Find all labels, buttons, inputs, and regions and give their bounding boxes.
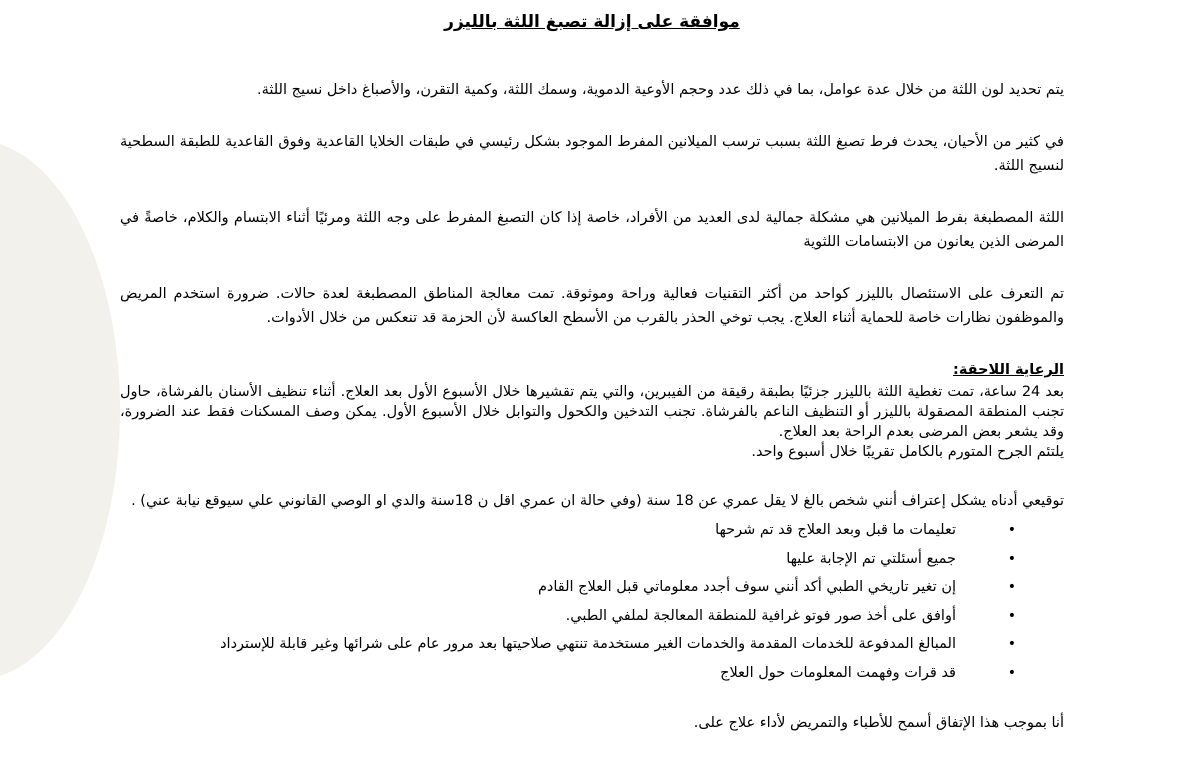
paragraph-hyperpigmentation-cause: في كثير من الأحيان، يحدث فرط تصبغ اللثة بسبب ترسب الميلانين المفرط الموجود بشكل رئيسي في طبقات الخلايا القاعدية وفوق القاعدية للطبقة السطحية لنسيج اللثة. (120, 134, 1064, 174)
list-item: • المبالغ المدفوعة للخدمات المقدمة والخدمات الغير مستخدمة تنتهي صلاحيتها بعد مرور عام على شرائها وغير قابلة للإسترداد (120, 630, 1016, 659)
list-item: • قد قرات وفهمت المعلومات حول العلاج (120, 659, 1016, 688)
aftercare-text: بعد 24 ساعة، تمت تغطية اللثة بالليزر جزئيًا بطبقة رقيقة من الفيبرين، والتي يتم تقشيرها خلال الأسبوع الأول بعد العلاج. أثناء تنظيف الأسنان بالفرشاة، حاول تجنب المنطقة المصقولة بالليزر أو التنظيف الناعم بالفرشاة. تجنب التدخين والكحول والتوابل خلال الأسبوع الأول. يمكن وصف المسكنات فقط عند الضرورة، وقد يشعر بعض المرضى بعدم الراحة بعد العلاج. (120, 384, 1064, 440)
aftercare-healing-text: يلتئم الجرح المتورم بالكامل تقريبًا خلال أسبوع واحد. (751, 444, 1064, 460)
list-item: • إن تغير تاريخي الطبي أكد أنني سوف أجدد معلوماتي قبل العلاج القادم (120, 573, 1016, 602)
list-item: • جميع أسئلتي تم الإجابة عليها (120, 545, 1016, 574)
document-title: موافقة على إزالة تصبغ اللثة بالليزر (444, 12, 740, 32)
paragraph-gum-color: يتم تحديد لون اللثة من خلال عدة عوامل، بما في ذلك عدد وحجم الأوعية الدموية، وسمك اللثة، وكمية التقرن، والأصباغ داخل نسيج اللثة. (257, 82, 1064, 98)
paragraph-laser-ablation: تم التعرف على الاستئصال بالليزر كواحد من أكثر التقنيات فعالية وراحة وموثوقة. تمت معالجة المناطق المصطبغة لعدة حالات. ضرورة استخدم المريض والموظفون نظارات خاصة للحماية أثناء العلاج. يجب توخي الحذر بالقرب من الأسطح العاكسة لأن الحزمة قد تنعكس من خلال الأدوات. (120, 286, 1064, 326)
consent-final-statement: أنا بموجب هذا الإتفاق أسمح للأطباء والتمريض لأداء علاج على. (693, 715, 1064, 731)
list-item: • تعليمات ما قبل وبعد العلاج قد تم شرحها (120, 516, 1016, 545)
consent-intro: توقيعي أدناه يشكل إعتراف أنني شخص بالغ لا يقل عمري عن 18 سنة (وفي حالة ان عمري اقل ن 18سنة والدي او الوصي القانوني علي سيوقع نيابة عني) . (131, 493, 1064, 509)
consent-section (120, 490, 1064, 735)
aftercare-heading: الرعاية اللاحقة: (953, 362, 1064, 378)
paragraph-aesthetic-problem: اللثة المصطبغة بفرط الميلانين هي مشكلة جمالية لدى العديد من الأفراد، خاصة إذا كان التصبغ المفرط على وجه اللثة ومرئيًا أثناء الابتسام والكلام، خاصةً في المرضى الذين يعانون من الابتسامات اللثوية (120, 210, 1064, 250)
aftercare-section (120, 358, 1064, 462)
consent-document (120, 10, 1064, 735)
page-background-shape (0, 140, 120, 680)
list-item: • أوافق على أخذ صور فوتو غرافية للمنطقة المعالجة لملفي الطبي. (120, 602, 1016, 631)
consent-list (120, 516, 1064, 687)
